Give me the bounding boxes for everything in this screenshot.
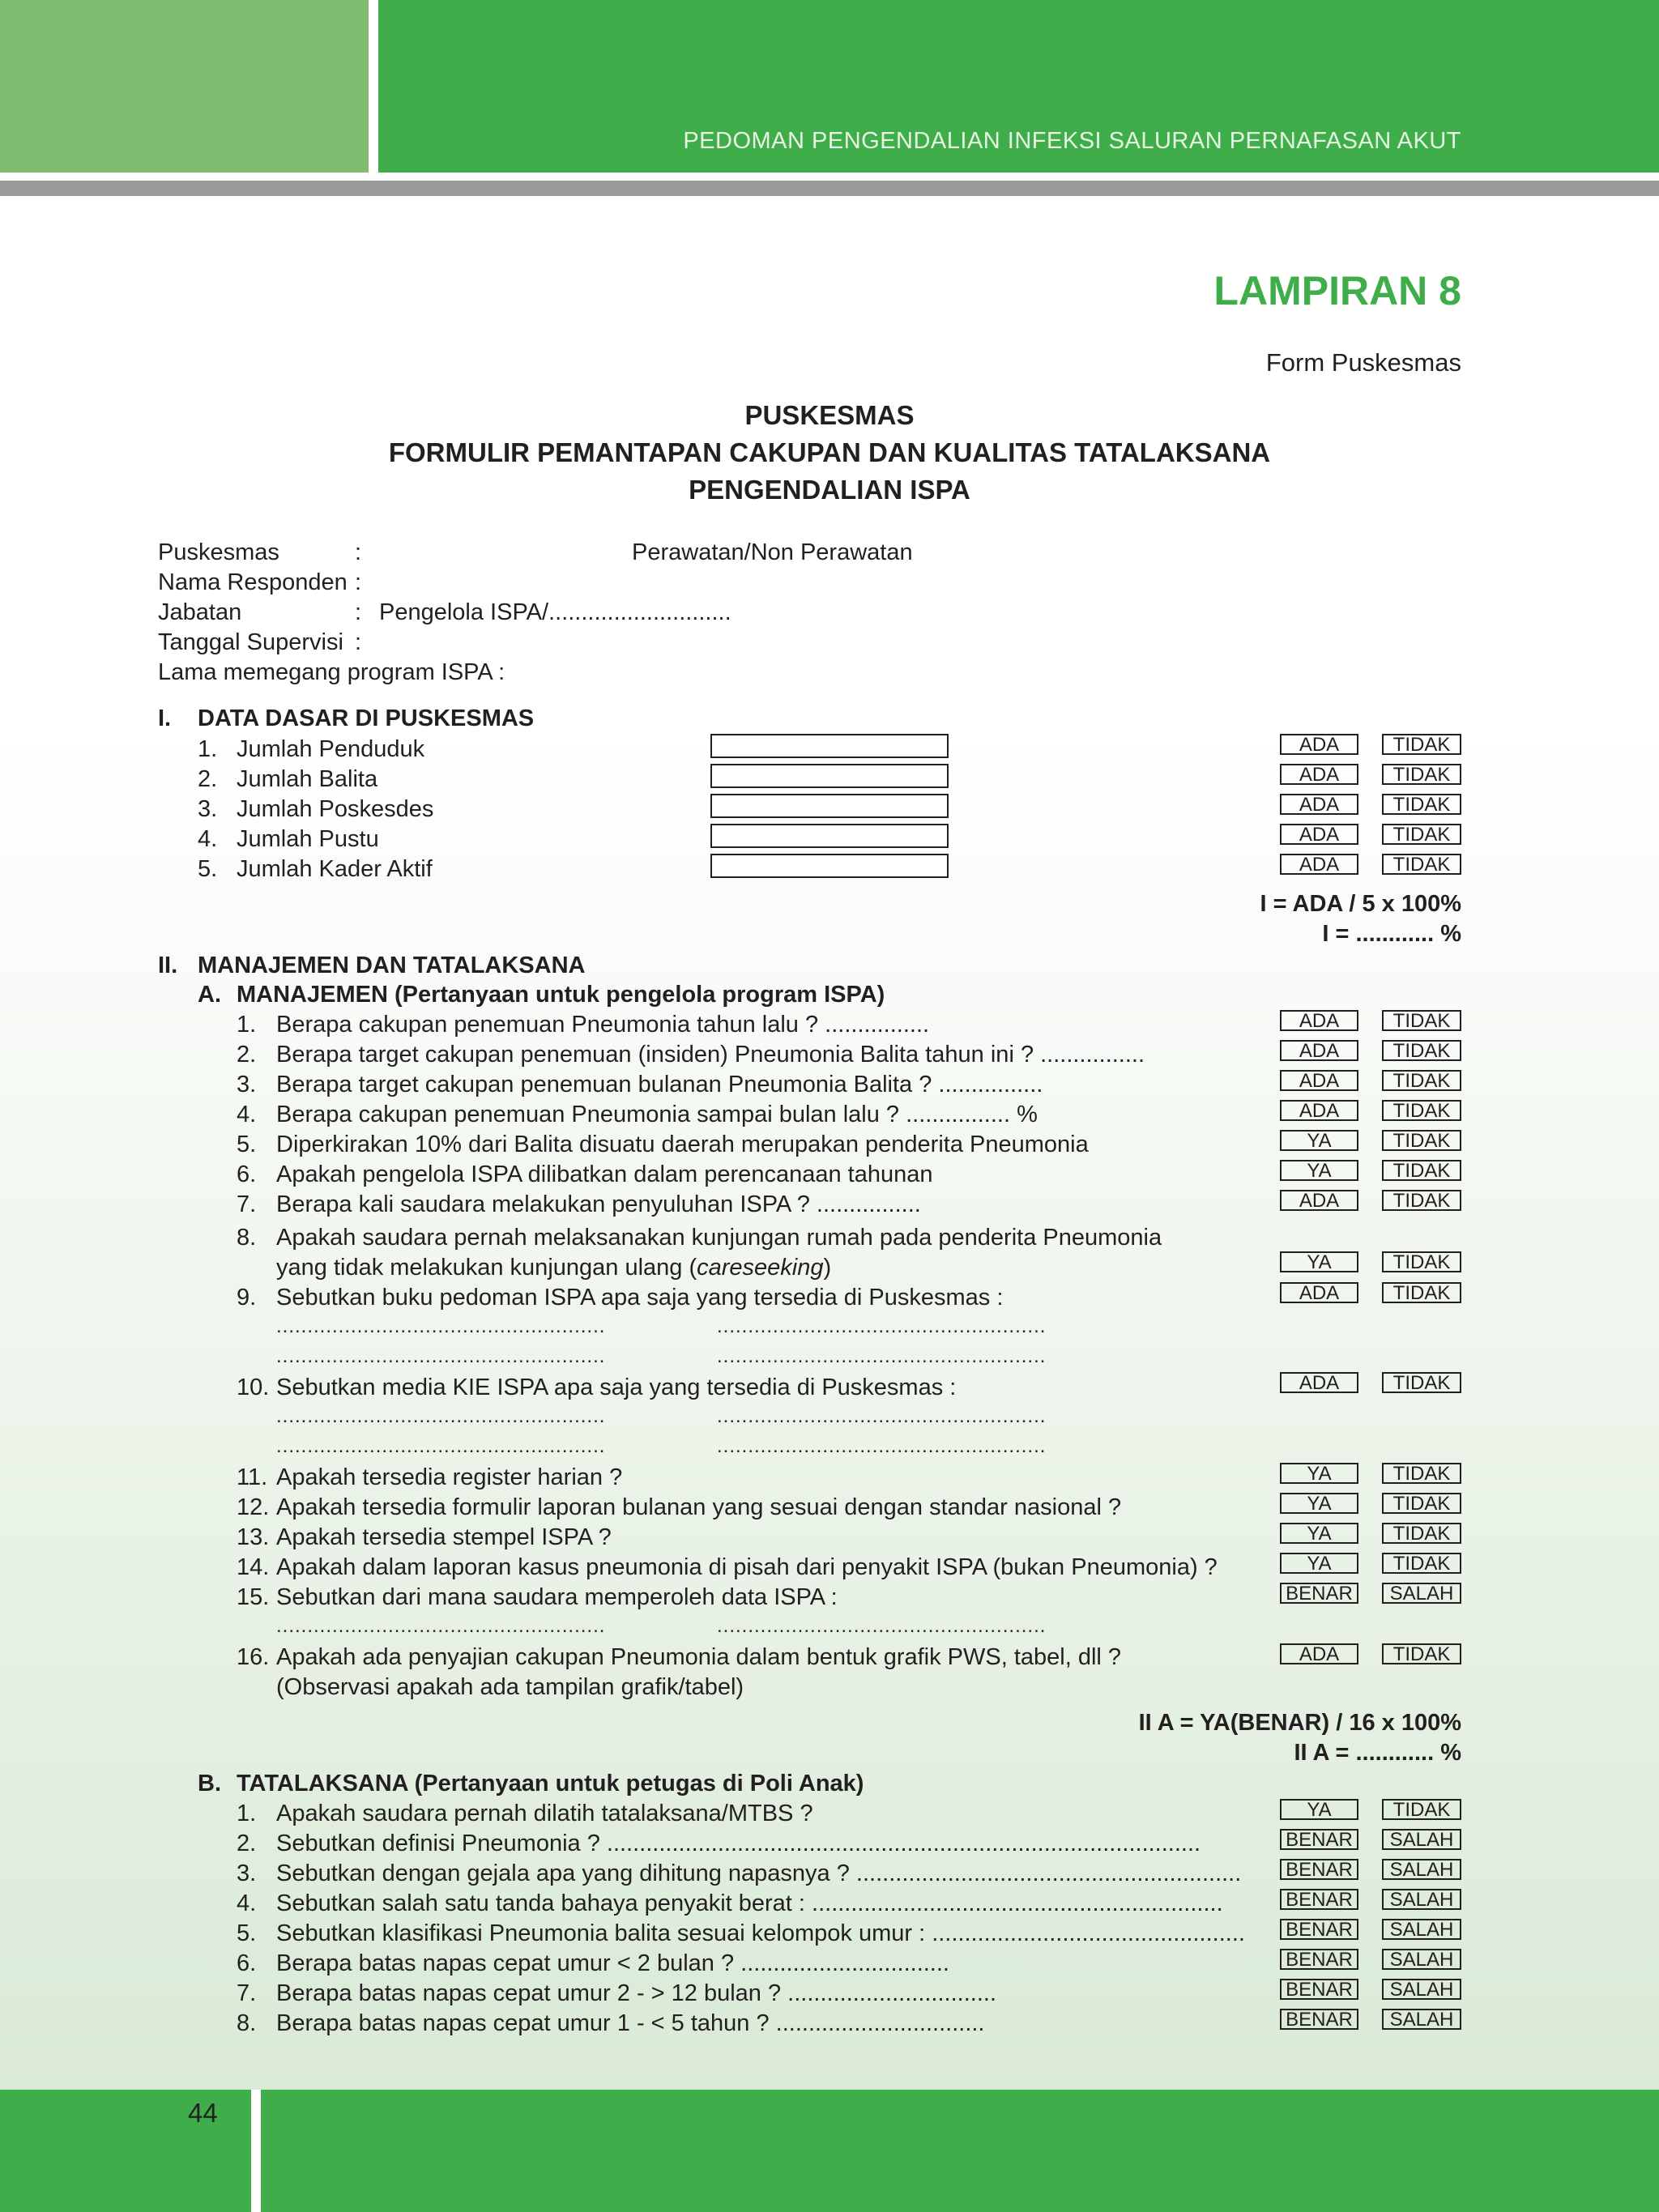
s2a-option-a-checkbox[interactable]: YA	[1280, 1130, 1358, 1151]
s2b-option-b-checkbox[interactable]: TIDAK	[1382, 1799, 1461, 1820]
s2a-option-a-checkbox[interactable]: ADA	[1280, 1070, 1358, 1091]
s2b-item-text: Sebutkan klasifikasi Pneumonia balita sesuai kelompok umur : ................................................	[276, 1920, 1245, 1946]
s1-item-number: 4.	[198, 826, 218, 852]
s2a-option-a-checkbox[interactable]: ADA	[1280, 1100, 1358, 1121]
s2b-item-text: Sebutkan definisi Pneumonia ? ...........................................................................................	[276, 1831, 1201, 1856]
s2a-item-text: Diperkirakan 10% dari Balita disuatu daerah merupakan penderita Pneumonia	[276, 1132, 1089, 1157]
section-2b-number: B.	[198, 1771, 221, 1796]
s2a-option-b-checkbox[interactable]: TIDAK	[1382, 1493, 1461, 1514]
s2a-option-a-checkbox[interactable]: BENAR	[1280, 1583, 1358, 1604]
s2a-item-number: 4.	[237, 1102, 257, 1127]
answer-dots: .....................................................	[276, 1315, 606, 1337]
s2a-q16-text: Apakah ada penyajian cakupan Pneumonia dalam bentuk grafik PWS, tabel, dll ?	[276, 1644, 1122, 1670]
answer-dots: .....................................................	[717, 1315, 1047, 1337]
answer-dots: .....................................................	[276, 1345, 606, 1367]
header-accent-block	[0, 0, 369, 173]
s1-input-pustu[interactable]	[710, 824, 949, 848]
doc-title-line-3: PENGENDALIAN ISPA	[689, 475, 970, 505]
s2a-q8-tidak-checkbox[interactable]: TIDAK	[1382, 1251, 1461, 1272]
answer-dots: .....................................................	[276, 1615, 606, 1637]
s2a-formula: II A = YA(BENAR) / 16 x 100%	[1138, 1710, 1461, 1736]
s1-item-text: Jumlah Poskesdes	[237, 796, 434, 822]
s1-input-poskesdes[interactable]	[710, 794, 949, 818]
header-divider	[0, 173, 1659, 181]
s2b-item-text: Berapa batas napas cepat umur 2 - > 12 bulan ? ................................	[276, 1980, 997, 2006]
answer-dots: .....................................................	[276, 1435, 606, 1457]
s2a-q16-ada-checkbox[interactable]: ADA	[1280, 1643, 1358, 1664]
s1-item-number: 3.	[198, 796, 218, 822]
info-tanggal-label: Tanggal Supervisi	[158, 629, 343, 655]
s2a-q9-tidak-checkbox[interactable]: TIDAK	[1382, 1282, 1461, 1303]
answer-dots: .....................................................	[276, 1405, 606, 1427]
s2a-item-number: 14.	[237, 1554, 270, 1580]
s2a-item-number: 1.	[237, 1012, 257, 1038]
answer-dots: .....................................................	[717, 1615, 1047, 1637]
s2b-item-text: Apakah saudara pernah dilatih tatalaksana/MTBS ?	[276, 1801, 813, 1826]
info-puskesmas-label: Puskesmas	[158, 539, 279, 565]
s2a-q10-ada-checkbox[interactable]: ADA	[1280, 1372, 1358, 1393]
page-number: 44	[188, 2098, 218, 2128]
lampiran-title: LAMPIRAN 8	[1213, 268, 1461, 313]
s2a-item-number: 13.	[237, 1524, 270, 1550]
s2a-item-number: 9.	[237, 1285, 257, 1311]
s2b-option-a-checkbox[interactable]: BENAR	[1280, 1979, 1358, 2000]
s1-input-penduduk[interactable]	[710, 734, 949, 758]
s2a-q9-ada-checkbox[interactable]: ADA	[1280, 1282, 1358, 1303]
s2b-item-text: Sebutkan salah satu tanda bahaya penyakit berat : ...............................................................	[276, 1890, 1223, 1916]
doc-title-line-1: PUSKESMAS	[744, 400, 915, 430]
s2b-option-a-checkbox[interactable]: BENAR	[1280, 2009, 1358, 2030]
s2a-q8-ya-checkbox[interactable]: YA	[1280, 1251, 1358, 1272]
s2a-item-number: 11.	[237, 1464, 268, 1490]
section-1-title: DATA DASAR DI PUSKESMAS	[198, 705, 535, 731]
s2a-item-number: 8.	[237, 1225, 257, 1251]
s2a-option-b-checkbox[interactable]: TIDAK	[1382, 1100, 1461, 1121]
s2a-item-text: Apakah tersedia stempel ISPA ?	[276, 1524, 612, 1550]
s2a-option-b-checkbox[interactable]: SALAH	[1382, 1583, 1461, 1604]
footer-divider	[251, 2090, 261, 2212]
s2a-option-a-checkbox[interactable]: YA	[1280, 1553, 1358, 1574]
s2a-item-text: Sebutkan dari mana saudara memperoleh data ISPA :	[276, 1584, 838, 1610]
s2b-item-number: 6.	[237, 1950, 257, 1976]
s1-item-text: Jumlah Pustu	[237, 826, 379, 852]
s2a-item-text: Berapa cakupan penemuan Pneumonia sampai bulan lalu ? ................ %	[276, 1102, 1038, 1127]
s1-ada-checkbox[interactable]: ADA	[1280, 824, 1358, 845]
answer-dots: .....................................................	[717, 1405, 1047, 1427]
s2b-item-number: 8.	[237, 2010, 257, 2036]
s2b-item-number: 7.	[237, 1980, 257, 2006]
section-2b-title: TATALAKSANA (Pertanyaan untuk petugas di Poli Anak)	[237, 1771, 864, 1796]
header-gray-bar	[0, 181, 1659, 196]
s1-ada-checkbox[interactable]: ADA	[1280, 854, 1358, 875]
s2b-item-text: Berapa batas napas cepat umur 1 - < 5 tahun ? ................................	[276, 2010, 985, 2036]
s2a-q16-tidak-checkbox[interactable]: TIDAK	[1382, 1643, 1461, 1664]
s2a-q10-text: Sebutkan media KIE ISPA apa saja yang tersedia di Puskesmas :	[276, 1375, 957, 1400]
s2b-option-a-checkbox[interactable]: BENAR	[1280, 1919, 1358, 1940]
s2a-item-text: Berapa target cakupan penemuan bulanan Pneumonia Balita ? ................	[276, 1072, 1043, 1097]
s2b-item-number: 5.	[237, 1920, 257, 1946]
info-colon: :	[355, 599, 362, 625]
form-tag: Form Puskesmas	[1265, 348, 1461, 377]
s2b-option-a-checkbox[interactable]: BENAR	[1280, 1859, 1358, 1880]
s1-tidak-checkbox[interactable]: TIDAK	[1382, 854, 1461, 875]
s2a-item-text: Apakah pengelola ISPA dilibatkan dalam perencanaan tahunan	[276, 1161, 933, 1187]
s2a-item-number: 15.	[237, 1584, 270, 1610]
s2a-item-text: Berapa target cakupan penemuan (insiden) Pneumonia Balita tahun ini ? ................	[276, 1042, 1145, 1068]
s1-ada-checkbox[interactable]: ADA	[1280, 734, 1358, 755]
info-lama-label: Lama memegang program ISPA :	[158, 659, 505, 685]
s2a-option-b-checkbox[interactable]: TIDAK	[1382, 1010, 1461, 1031]
s2a-option-b-checkbox[interactable]: TIDAK	[1382, 1523, 1461, 1544]
answer-dots: .....................................................	[717, 1435, 1047, 1457]
s2b-item-text: Sebutkan dengan gejala apa yang dihitung napasnya ? ...........................................................	[276, 1860, 1242, 1886]
section-2-number: II.	[158, 953, 178, 978]
doc-title-line-2: FORMULIR PEMANTAPAN CAKUPAN DAN KUALITAS TATALAKSANA	[388, 437, 1271, 467]
s2b-item-number: 2.	[237, 1831, 257, 1856]
s1-tidak-checkbox[interactable]: TIDAK	[1382, 824, 1461, 845]
info-colon: :	[355, 569, 362, 595]
section-2a-number: A.	[198, 982, 221, 1008]
s2a-item-number: 16.	[237, 1644, 270, 1670]
s2a-option-a-checkbox[interactable]: ADA	[1280, 1010, 1358, 1031]
s1-item-number: 5.	[198, 856, 218, 882]
s2b-option-a-checkbox[interactable]: BENAR	[1280, 1829, 1358, 1850]
info-colon: :	[355, 629, 362, 655]
s1-input-balita[interactable]	[710, 764, 949, 788]
s1-ada-checkbox[interactable]: ADA	[1280, 794, 1358, 815]
s1-formula: I = ADA / 5 x 100%	[1260, 891, 1461, 917]
header-title: PEDOMAN PENGENDALIAN INFEKSI SALURAN PERNAFASAN AKUT	[683, 128, 1461, 154]
s2a-item-number: 7.	[237, 1191, 257, 1217]
s1-item-number: 1.	[198, 736, 218, 762]
s2a-item-number: 10.	[237, 1375, 270, 1400]
s2a-item-number: 12.	[237, 1494, 270, 1520]
s2b-item-number: 1.	[237, 1801, 257, 1826]
info-nama-responden-label: Nama Responden	[158, 569, 348, 595]
s2b-item-text: Berapa batas napas cepat umur < 2 bulan ? ................................	[276, 1950, 949, 1976]
s1-item-text: Jumlah Balita	[237, 766, 378, 792]
s1-result: I = ............ %	[1322, 921, 1461, 947]
s2b-item-number: 3.	[237, 1860, 257, 1886]
s2a-option-a-checkbox[interactable]: ADA	[1280, 1190, 1358, 1211]
s2a-item-number: 2.	[237, 1042, 257, 1068]
s2a-option-b-checkbox[interactable]: TIDAK	[1382, 1463, 1461, 1484]
s2a-option-b-checkbox[interactable]: TIDAK	[1382, 1070, 1461, 1091]
s2a-option-a-checkbox[interactable]: YA	[1280, 1523, 1358, 1544]
s2b-option-b-checkbox[interactable]: SALAH	[1382, 1829, 1461, 1850]
s2b-option-a-checkbox[interactable]: BENAR	[1280, 1889, 1358, 1910]
s2a-q8-line-2: yang tidak melakukan kunjungan ulang (careseeking)	[276, 1255, 832, 1281]
s2b-option-b-checkbox[interactable]: SALAH	[1382, 1859, 1461, 1880]
section-2-title: MANAJEMEN DAN TATALAKSANA	[198, 953, 586, 978]
s2a-option-a-checkbox[interactable]: YA	[1280, 1493, 1358, 1514]
info-jabatan-value: Pengelola ISPA/............................	[379, 599, 731, 625]
s2b-option-a-checkbox[interactable]: BENAR	[1280, 1949, 1358, 1970]
answer-dots: .....................................................	[717, 1345, 1047, 1367]
s1-ada-checkbox[interactable]: ADA	[1280, 764, 1358, 785]
s2a-option-a-checkbox[interactable]: YA	[1280, 1160, 1358, 1181]
s2b-option-b-checkbox[interactable]: SALAH	[1382, 1919, 1461, 1940]
s2a-option-a-checkbox[interactable]: YA	[1280, 1463, 1358, 1484]
s2a-item-number: 5.	[237, 1132, 257, 1157]
s2a-item-text: Apakah tersedia register harian ?	[276, 1464, 623, 1490]
s2b-option-b-checkbox[interactable]: SALAH	[1382, 1979, 1461, 2000]
section-1-number: I.	[158, 705, 172, 731]
s1-input-kader[interactable]	[710, 854, 949, 878]
s2a-option-b-checkbox[interactable]: TIDAK	[1382, 1160, 1461, 1181]
s2a-option-b-checkbox[interactable]: TIDAK	[1382, 1130, 1461, 1151]
s1-tidak-checkbox[interactable]: TIDAK	[1382, 764, 1461, 785]
s2b-item-number: 4.	[237, 1890, 257, 1916]
s2a-q10-tidak-checkbox[interactable]: TIDAK	[1382, 1372, 1461, 1393]
s2a-item-number: 6.	[237, 1161, 257, 1187]
s1-tidak-checkbox[interactable]: TIDAK	[1382, 794, 1461, 815]
info-jabatan-label: Jabatan	[158, 599, 242, 625]
s2a-q8-line-1: Apakah saudara pernah melaksanakan kunjungan rumah pada penderita Pneumonia	[276, 1225, 1162, 1251]
s2a-item-text: Apakah dalam laporan kasus pneumonia di pisah dari penyakit ISPA (bukan Pneumonia) ?	[276, 1554, 1218, 1580]
s2b-option-b-checkbox[interactable]: SALAH	[1382, 1889, 1461, 1910]
s1-item-number: 2.	[198, 766, 218, 792]
section-2a-title: MANAJEMEN (Pertanyaan untuk pengelola program ISPA)	[237, 982, 885, 1008]
s2a-option-b-checkbox[interactable]: TIDAK	[1382, 1553, 1461, 1574]
s2a-result: II A = ............ %	[1294, 1740, 1461, 1766]
s1-tidak-checkbox[interactable]: TIDAK	[1382, 734, 1461, 755]
s2a-item-text: Apakah tersedia formulir laporan bulanan yang sesuai dengan standar nasional ?	[276, 1494, 1122, 1520]
s2a-q16-note: (Observasi apakah ada tampilan grafik/tabel)	[276, 1674, 744, 1700]
info-colon: :	[355, 539, 362, 565]
s2a-option-b-checkbox[interactable]: TIDAK	[1382, 1190, 1461, 1211]
s2b-option-b-checkbox[interactable]: SALAH	[1382, 1949, 1461, 1970]
s2b-option-b-checkbox[interactable]: SALAH	[1382, 2009, 1461, 2030]
s1-item-text: Jumlah Kader Aktif	[237, 856, 433, 882]
s1-item-text: Jumlah Penduduk	[237, 736, 425, 762]
s2a-q9-text: Sebutkan buku pedoman ISPA apa saja yang tersedia di Puskesmas :	[276, 1285, 1004, 1311]
s2a-item-text: Berapa kali saudara melakukan penyuluhan ISPA ? ................	[276, 1191, 921, 1217]
s2a-item-number: 3.	[237, 1072, 257, 1097]
s2b-option-a-checkbox[interactable]: YA	[1280, 1799, 1358, 1820]
s2a-option-a-checkbox[interactable]: ADA	[1280, 1040, 1358, 1061]
s2a-option-b-checkbox[interactable]: TIDAK	[1382, 1040, 1461, 1061]
s2a-item-text: Berapa cakupan penemuan Pneumonia tahun lalu ? ................	[276, 1012, 930, 1038]
info-perawatan: Perawatan/Non Perawatan	[632, 539, 913, 565]
